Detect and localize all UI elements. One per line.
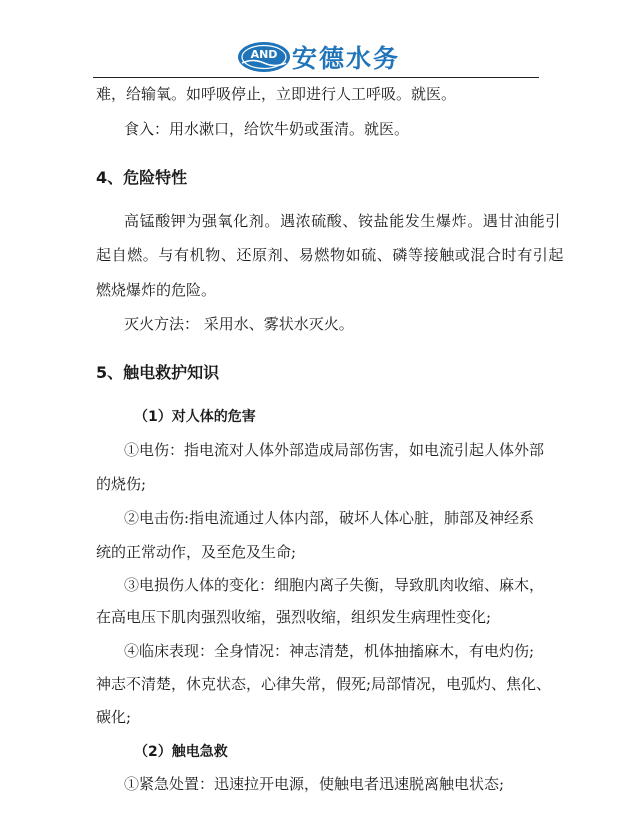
paragraph-line: 统的正常动作，及至危及生命; bbox=[96, 543, 297, 561]
paragraph-line: 难，给输氧。如呼吸停止，立即进行人工呼吸。就医。 bbox=[96, 85, 457, 103]
paragraph-line: 燃烧爆炸的危险。 bbox=[96, 281, 217, 299]
paragraph-line: 高锰酸钾为强氧化剂。遇浓硫酸、铵盐能发生爆炸。遇甘油能引 bbox=[124, 212, 561, 230]
paragraph-line: 碳化; bbox=[96, 708, 132, 726]
paragraph-line: 神志不清楚，休克状态，心律失常，假死;局部情况，电弧灼、焦化、 bbox=[96, 675, 552, 693]
page-header bbox=[0, 0, 632, 80]
paragraph-line: 起自燃。与有机物、还原剂、易燃物如硫、磷等接触或混合时有引起 bbox=[96, 246, 565, 264]
subsection-heading: （1）对人体的危害 bbox=[134, 409, 256, 425]
paragraph-line: ③电损伤人体的变化：细胞内离子失衡，导致肌肉收缩、麻木， bbox=[124, 576, 545, 594]
section-heading-5: 5、触电救护知识 bbox=[96, 363, 220, 382]
paragraph-line: ①电伤：指电流对人体外部造成局部伤害，如电流引起人体外部 bbox=[124, 441, 545, 459]
paragraph-line: ①紧急处置：迅速拉开电源，使触电者迅速脱离触电状态; bbox=[124, 775, 505, 793]
paragraph-line: 灭火方法： 采用水、雾状水灭火。 bbox=[124, 315, 354, 333]
header-divider bbox=[93, 77, 539, 78]
paragraph-line: ④临床表现：全身情况：神志清楚，机体抽搐麻木，有电灼伤; bbox=[124, 642, 535, 660]
paragraph-line: 在高电压下肌肉强烈收缩，强烈收缩，组织发生病理性变化; bbox=[96, 608, 492, 626]
paragraph-line: 食入：用水漱口，给饮牛奶或蛋清。就医。 bbox=[124, 120, 410, 138]
section-heading-4: 4、危险特性 bbox=[96, 168, 188, 187]
brand-name: 安德水务 bbox=[292, 44, 401, 73]
paragraph-line: ②电击伤:指电流通过人体内部，破坏人体心脏，肺部及神经系 bbox=[124, 509, 535, 527]
subsection-heading: （2）触电急救 bbox=[134, 744, 228, 760]
company-logo-icon bbox=[236, 40, 292, 74]
logo-text: AND bbox=[250, 48, 278, 61]
paragraph-line: 的烧伤; bbox=[96, 475, 147, 493]
